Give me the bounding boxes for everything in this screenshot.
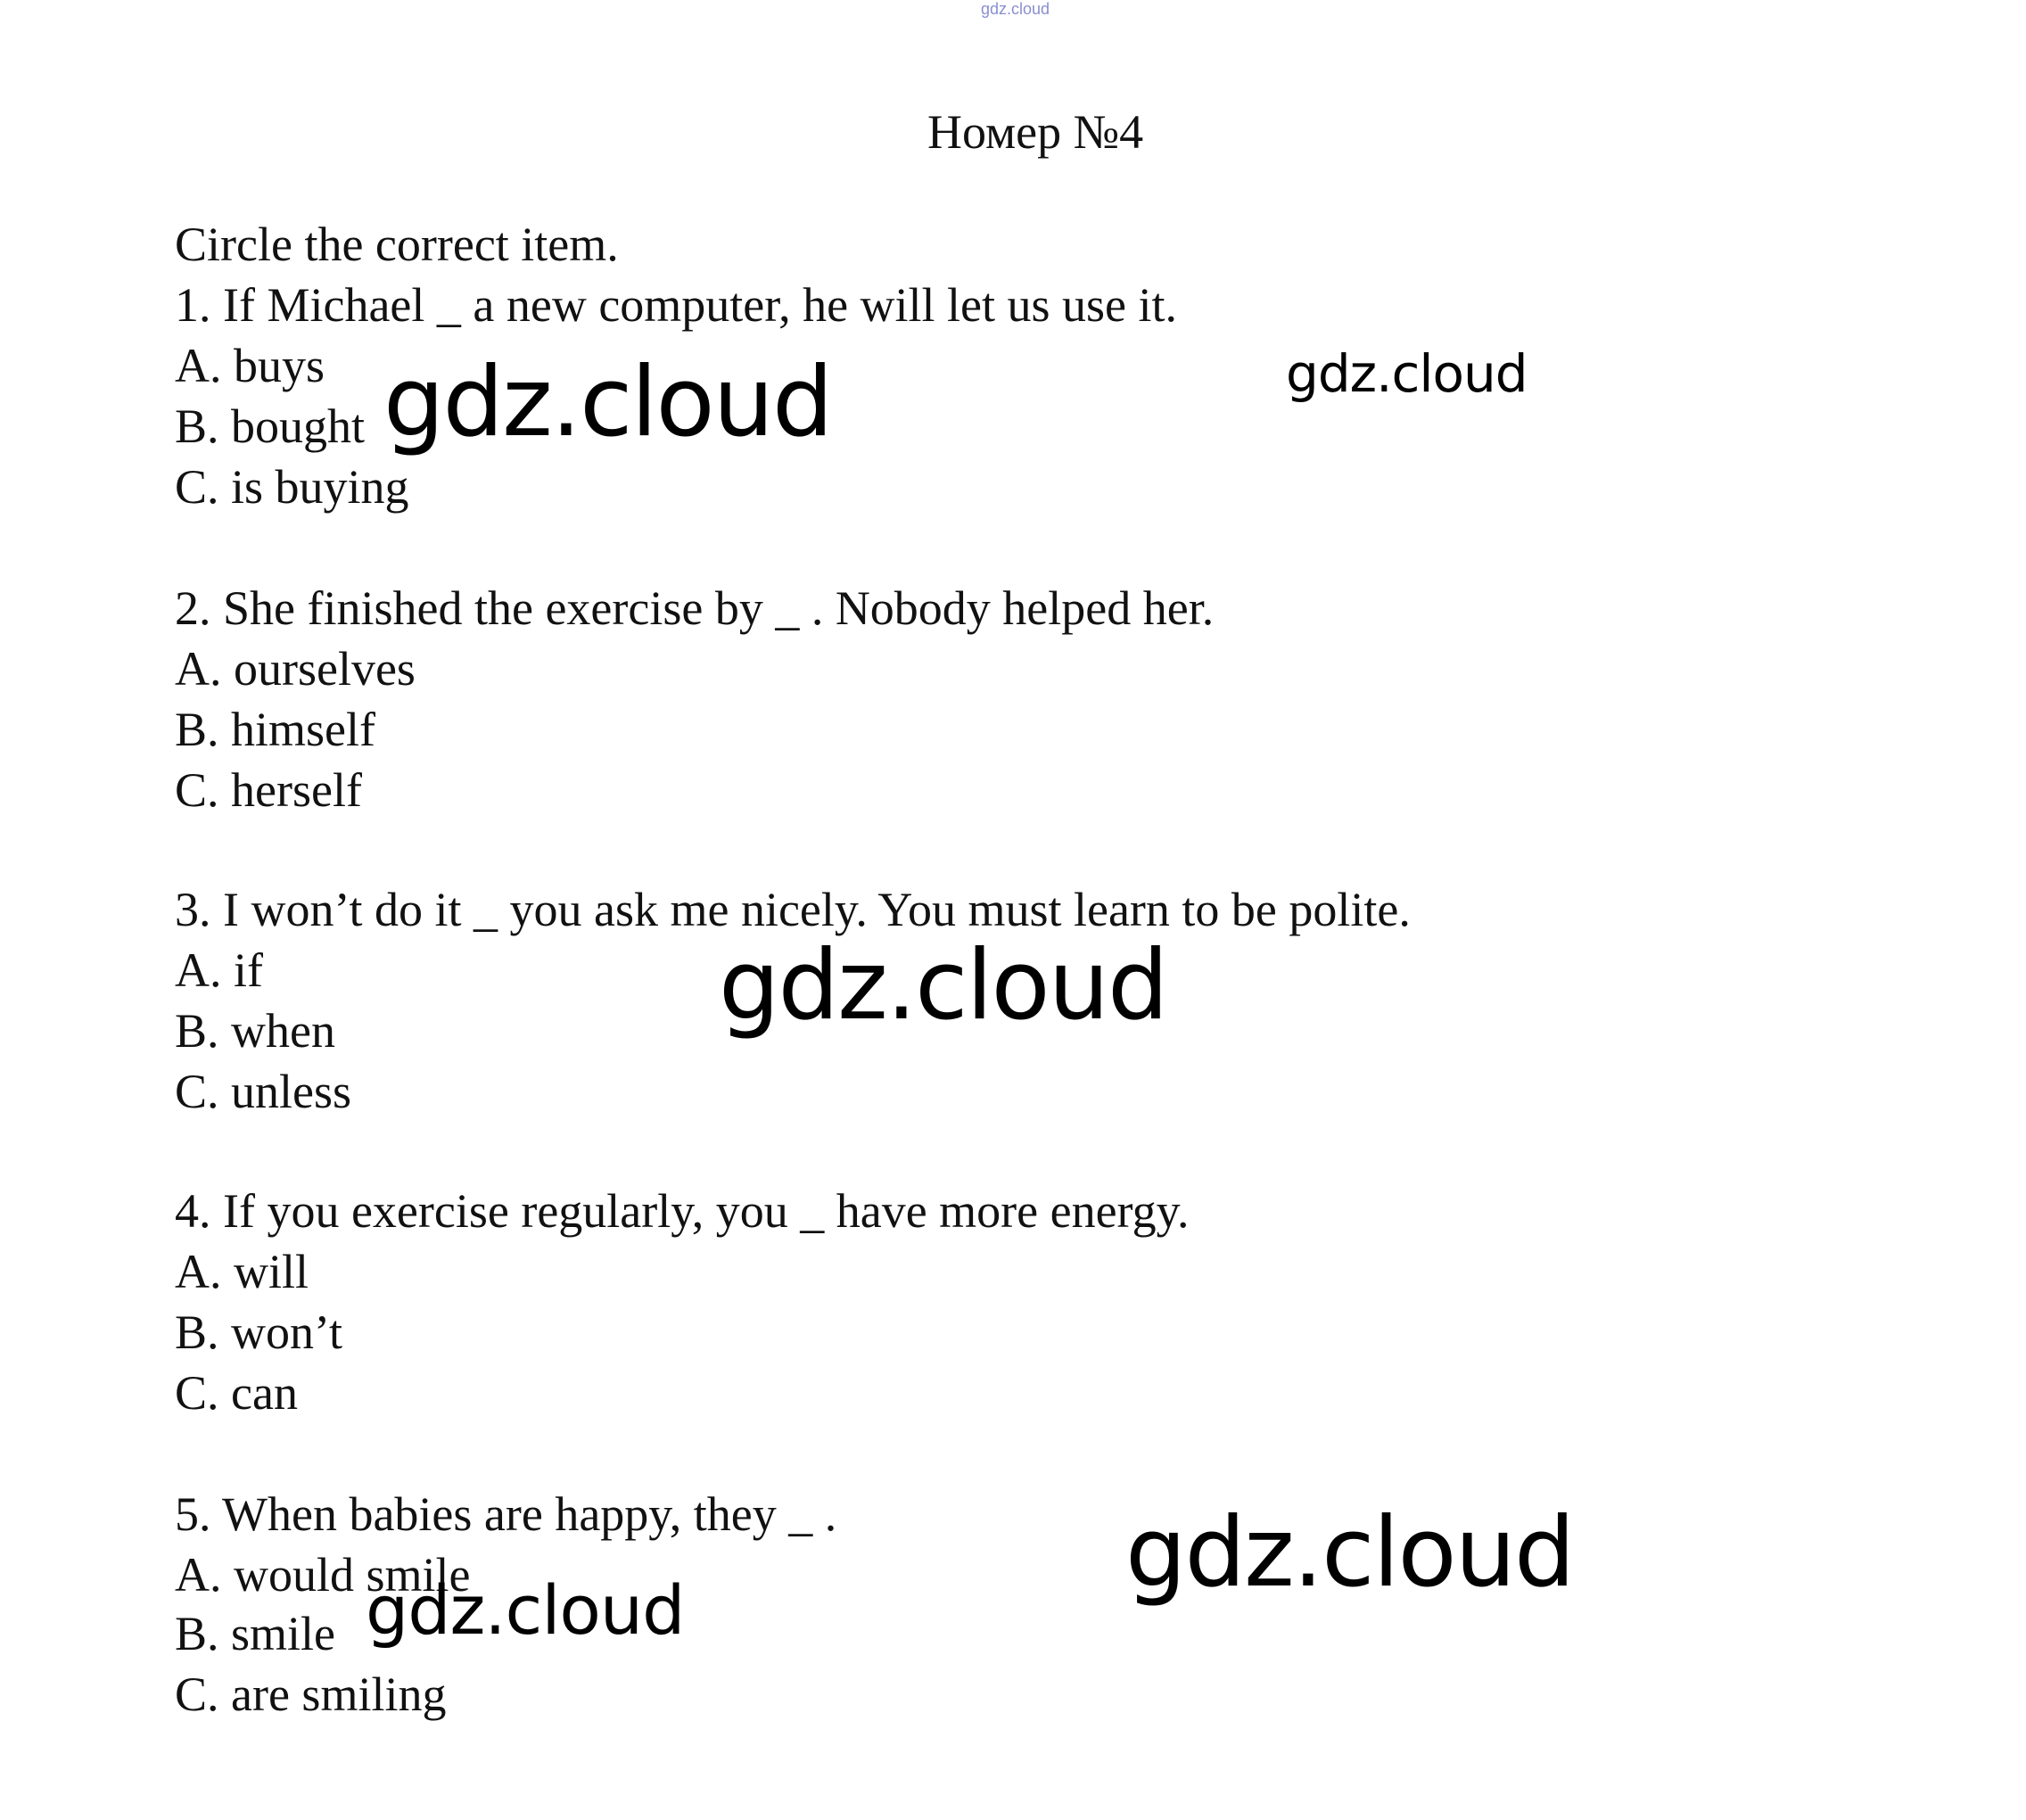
watermark: gdz.cloud — [366, 1570, 685, 1650]
question-2-option-a[interactable]: A. ourselves — [175, 642, 416, 696]
watermark: gdz.cloud — [1286, 343, 1528, 404]
instruction: Circle the correct item. — [175, 218, 619, 271]
question-2-prompt: 2. She finished the exercise by _ . Nobody helped her. — [175, 581, 1215, 635]
question-2-option-c[interactable]: C. herself — [175, 763, 362, 817]
question-5-option-b[interactable]: B. smile — [175, 1607, 336, 1660]
question-4-option-a[interactable]: A. will — [175, 1245, 309, 1298]
question-3-option-c[interactable]: C. unless — [175, 1065, 352, 1118]
page-title: Номер №4 — [927, 105, 1144, 159]
question-3-option-b[interactable]: B. when — [175, 1004, 335, 1058]
question-2-option-b[interactable]: B. himself — [175, 703, 375, 756]
question-4-option-c[interactable]: C. can — [175, 1366, 298, 1420]
question-1-option-b[interactable]: B. bought — [175, 399, 366, 453]
watermark: gdz.cloud — [1125, 1497, 1574, 1609]
question-3-prompt: 3. I won’t do it _ you ask me nicely. You must learn to be polite. — [175, 883, 1411, 936]
question-4-prompt: 4. If you exercise regularly, you _ have more energy. — [175, 1184, 1190, 1238]
question-3-option-a[interactable]: A. if — [175, 943, 263, 997]
watermark: gdz.cloud — [719, 930, 1167, 1042]
watermark: gdz.cloud — [383, 347, 832, 458]
question-5-prompt: 5. When babies are happy, they _ . — [175, 1487, 837, 1541]
question-5-option-a[interactable]: A. would smile — [175, 1548, 471, 1602]
question-1-option-a[interactable]: A. buys — [175, 339, 325, 392]
question-1-prompt: 1. If Michael _ a new computer, he will let us use it. — [175, 278, 1178, 332]
question-1-option-c[interactable]: C. is buying — [175, 460, 409, 514]
question-5-option-c[interactable]: C. are smiling — [175, 1668, 447, 1721]
question-4-option-b[interactable]: B. won’t — [175, 1305, 343, 1359]
top-watermark: gdz.cloud — [981, 0, 1050, 18]
